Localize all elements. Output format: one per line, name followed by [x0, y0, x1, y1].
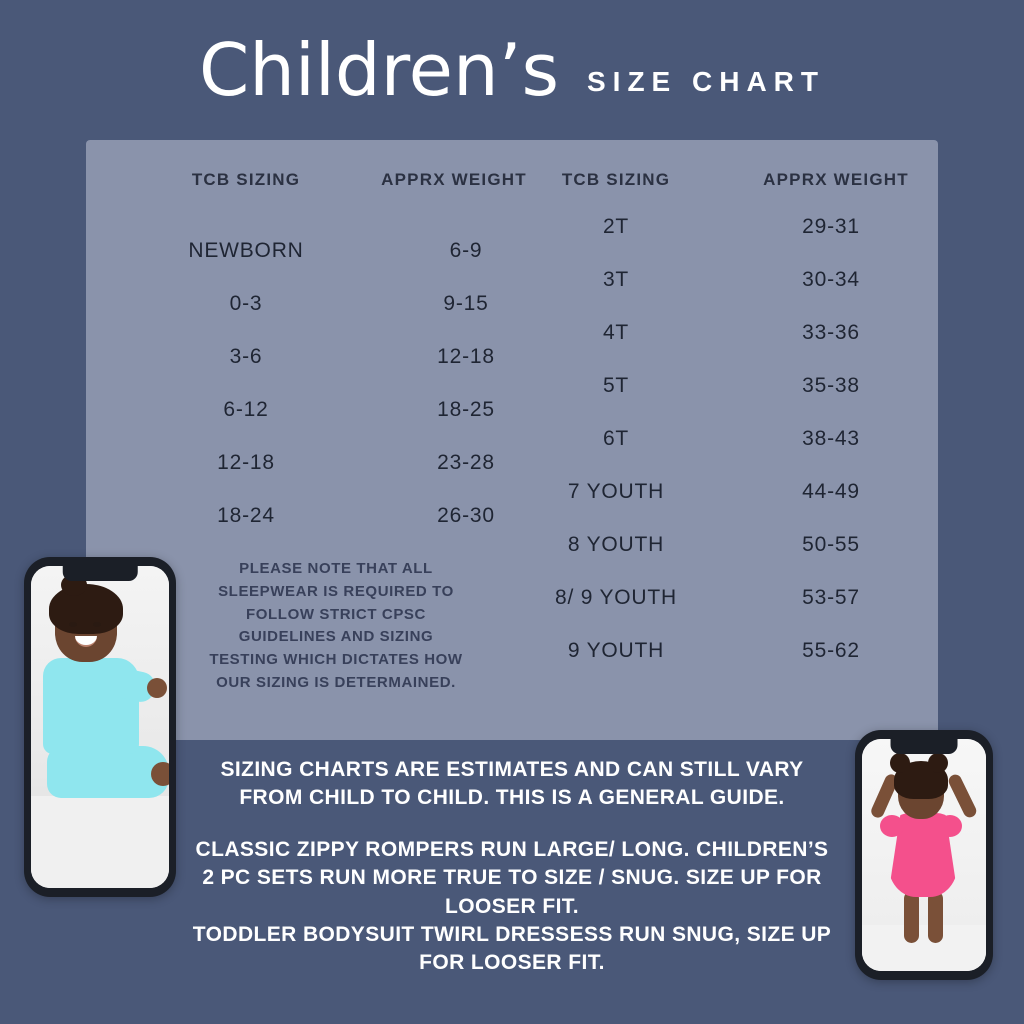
phone-mockup-right — [855, 730, 993, 980]
disclaimer-line: 2 PC SETS RUN MORE TRUE TO SIZE / SNUG. SIZE UP FOR — [202, 866, 822, 890]
child-pink-dress-illustration — [862, 739, 986, 971]
disclaimer-line: LOOSER FIT. — [445, 894, 579, 918]
phone-notch — [63, 566, 138, 581]
weight-cell: 50-55 — [802, 532, 860, 556]
size-chart-panel — [86, 140, 938, 740]
phone-mockup-left — [24, 557, 176, 897]
page-header — [0, 28, 1024, 134]
toddler-youth-size-table — [506, 200, 936, 677]
table-row — [506, 359, 936, 412]
size-cell: NEWBORN — [188, 238, 304, 262]
table-row — [126, 436, 566, 489]
table-row — [506, 624, 936, 677]
table-row — [126, 277, 566, 330]
weight-cell: 12-18 — [437, 344, 495, 368]
disclaimer-line: FROM CHILD TO CHILD. THIS IS A GENERAL GUIDE. — [239, 786, 785, 810]
sleepwear-note: PLEASE NOTE THAT ALL SLEEPWEAR IS REQUIRED TO FOLLOW STRICT CPSC GUIDELINES AND SIZING TESTING WHICH DICTATES HOW OUR SIZING IS DETERMAINED. — [209, 560, 463, 691]
size-cell: 0-3 — [229, 291, 263, 315]
table-row — [506, 200, 936, 253]
child-hand — [147, 678, 167, 698]
weight-cell: 53-57 — [802, 585, 860, 609]
size-cell: 2T — [602, 214, 630, 238]
disclaimer-line: FOR LOOSER FIT. — [419, 950, 605, 974]
photo-background — [862, 925, 986, 971]
disclaimer-line: SIZING CHARTS ARE ESTIMATES AND CAN STILL VARY — [220, 758, 804, 781]
size-cell: 4T — [602, 320, 630, 344]
child-foot — [151, 762, 169, 786]
size-cell: 5T — [602, 373, 630, 397]
child-blue-pajamas-illustration — [31, 566, 169, 888]
disclaimer-line: TODDLER BODYSUIT TWIRL DRESSESS RUN SNUG, SIZE UP — [192, 922, 832, 946]
table-row — [506, 412, 936, 465]
phone-notch — [891, 739, 958, 754]
weight-cell: 26-30 — [437, 503, 495, 527]
column-header-right-size: TCB SIZING — [561, 170, 671, 189]
product-photo-pink-dress — [862, 739, 986, 971]
weight-cell: 29-31 — [802, 214, 860, 238]
child-hair-puff-right — [928, 753, 948, 773]
photo-background — [31, 796, 169, 888]
size-cell: 7 YOUTH — [567, 479, 665, 503]
weight-cell: 38-43 — [802, 426, 860, 450]
child-hair-puff-left — [890, 753, 910, 773]
weight-cell: 30-34 — [802, 267, 860, 291]
weight-cell: 55-62 — [802, 638, 860, 662]
table-row — [506, 518, 936, 571]
child-leg-right — [928, 891, 943, 943]
table-row — [126, 383, 566, 436]
column-header-left-weight: APPRX WEIGHT — [381, 170, 527, 189]
table-row — [506, 571, 936, 624]
product-photo-blue-pajamas — [31, 566, 169, 888]
child-hair — [49, 584, 123, 634]
weight-cell: 23-28 — [437, 450, 495, 474]
dress-sleeve-left — [880, 815, 904, 837]
size-cell: 9 YOUTH — [567, 638, 665, 662]
disclaimer-line: CLASSIC ZIPPY ROMPERS RUN LARGE/ LONG. CHILDREN’S — [195, 838, 829, 862]
table-row — [126, 489, 566, 542]
size-cell: 8/ 9 YOUTH — [555, 585, 677, 609]
table-row — [506, 465, 936, 518]
table-row — [126, 330, 566, 383]
size-cell: 8 YOUTH — [567, 532, 665, 556]
weight-cell: 6-9 — [449, 238, 483, 262]
size-cell: 6T — [602, 426, 630, 450]
page-subtitle: SIZE CHART — [586, 66, 825, 97]
infant-size-table — [126, 224, 566, 542]
column-header-left-size: TCB SIZING — [191, 170, 301, 189]
page-title: Children’s — [199, 28, 559, 112]
weight-cell: 18-25 — [437, 397, 495, 421]
weight-cell: 9-15 — [443, 291, 489, 315]
child-eye-left — [69, 622, 77, 627]
size-cell: 6-12 — [223, 397, 269, 421]
weight-cell: 33-36 — [802, 320, 860, 344]
child-leg-left — [904, 891, 919, 943]
weight-cell: 35-38 — [802, 373, 860, 397]
size-cell: 3T — [602, 267, 630, 291]
table-row — [126, 224, 566, 277]
child-eye-right — [93, 622, 101, 627]
size-cell: 12-18 — [217, 450, 275, 474]
column-header-right-weight: APPRX WEIGHT — [763, 170, 909, 189]
weight-cell: 44-49 — [802, 479, 860, 503]
child-arm-right — [947, 772, 979, 819]
dress-sleeve-right — [938, 815, 962, 837]
size-cell: 3-6 — [229, 344, 263, 368]
table-row — [506, 253, 936, 306]
size-cell: 18-24 — [217, 503, 275, 527]
table-row — [506, 306, 936, 359]
